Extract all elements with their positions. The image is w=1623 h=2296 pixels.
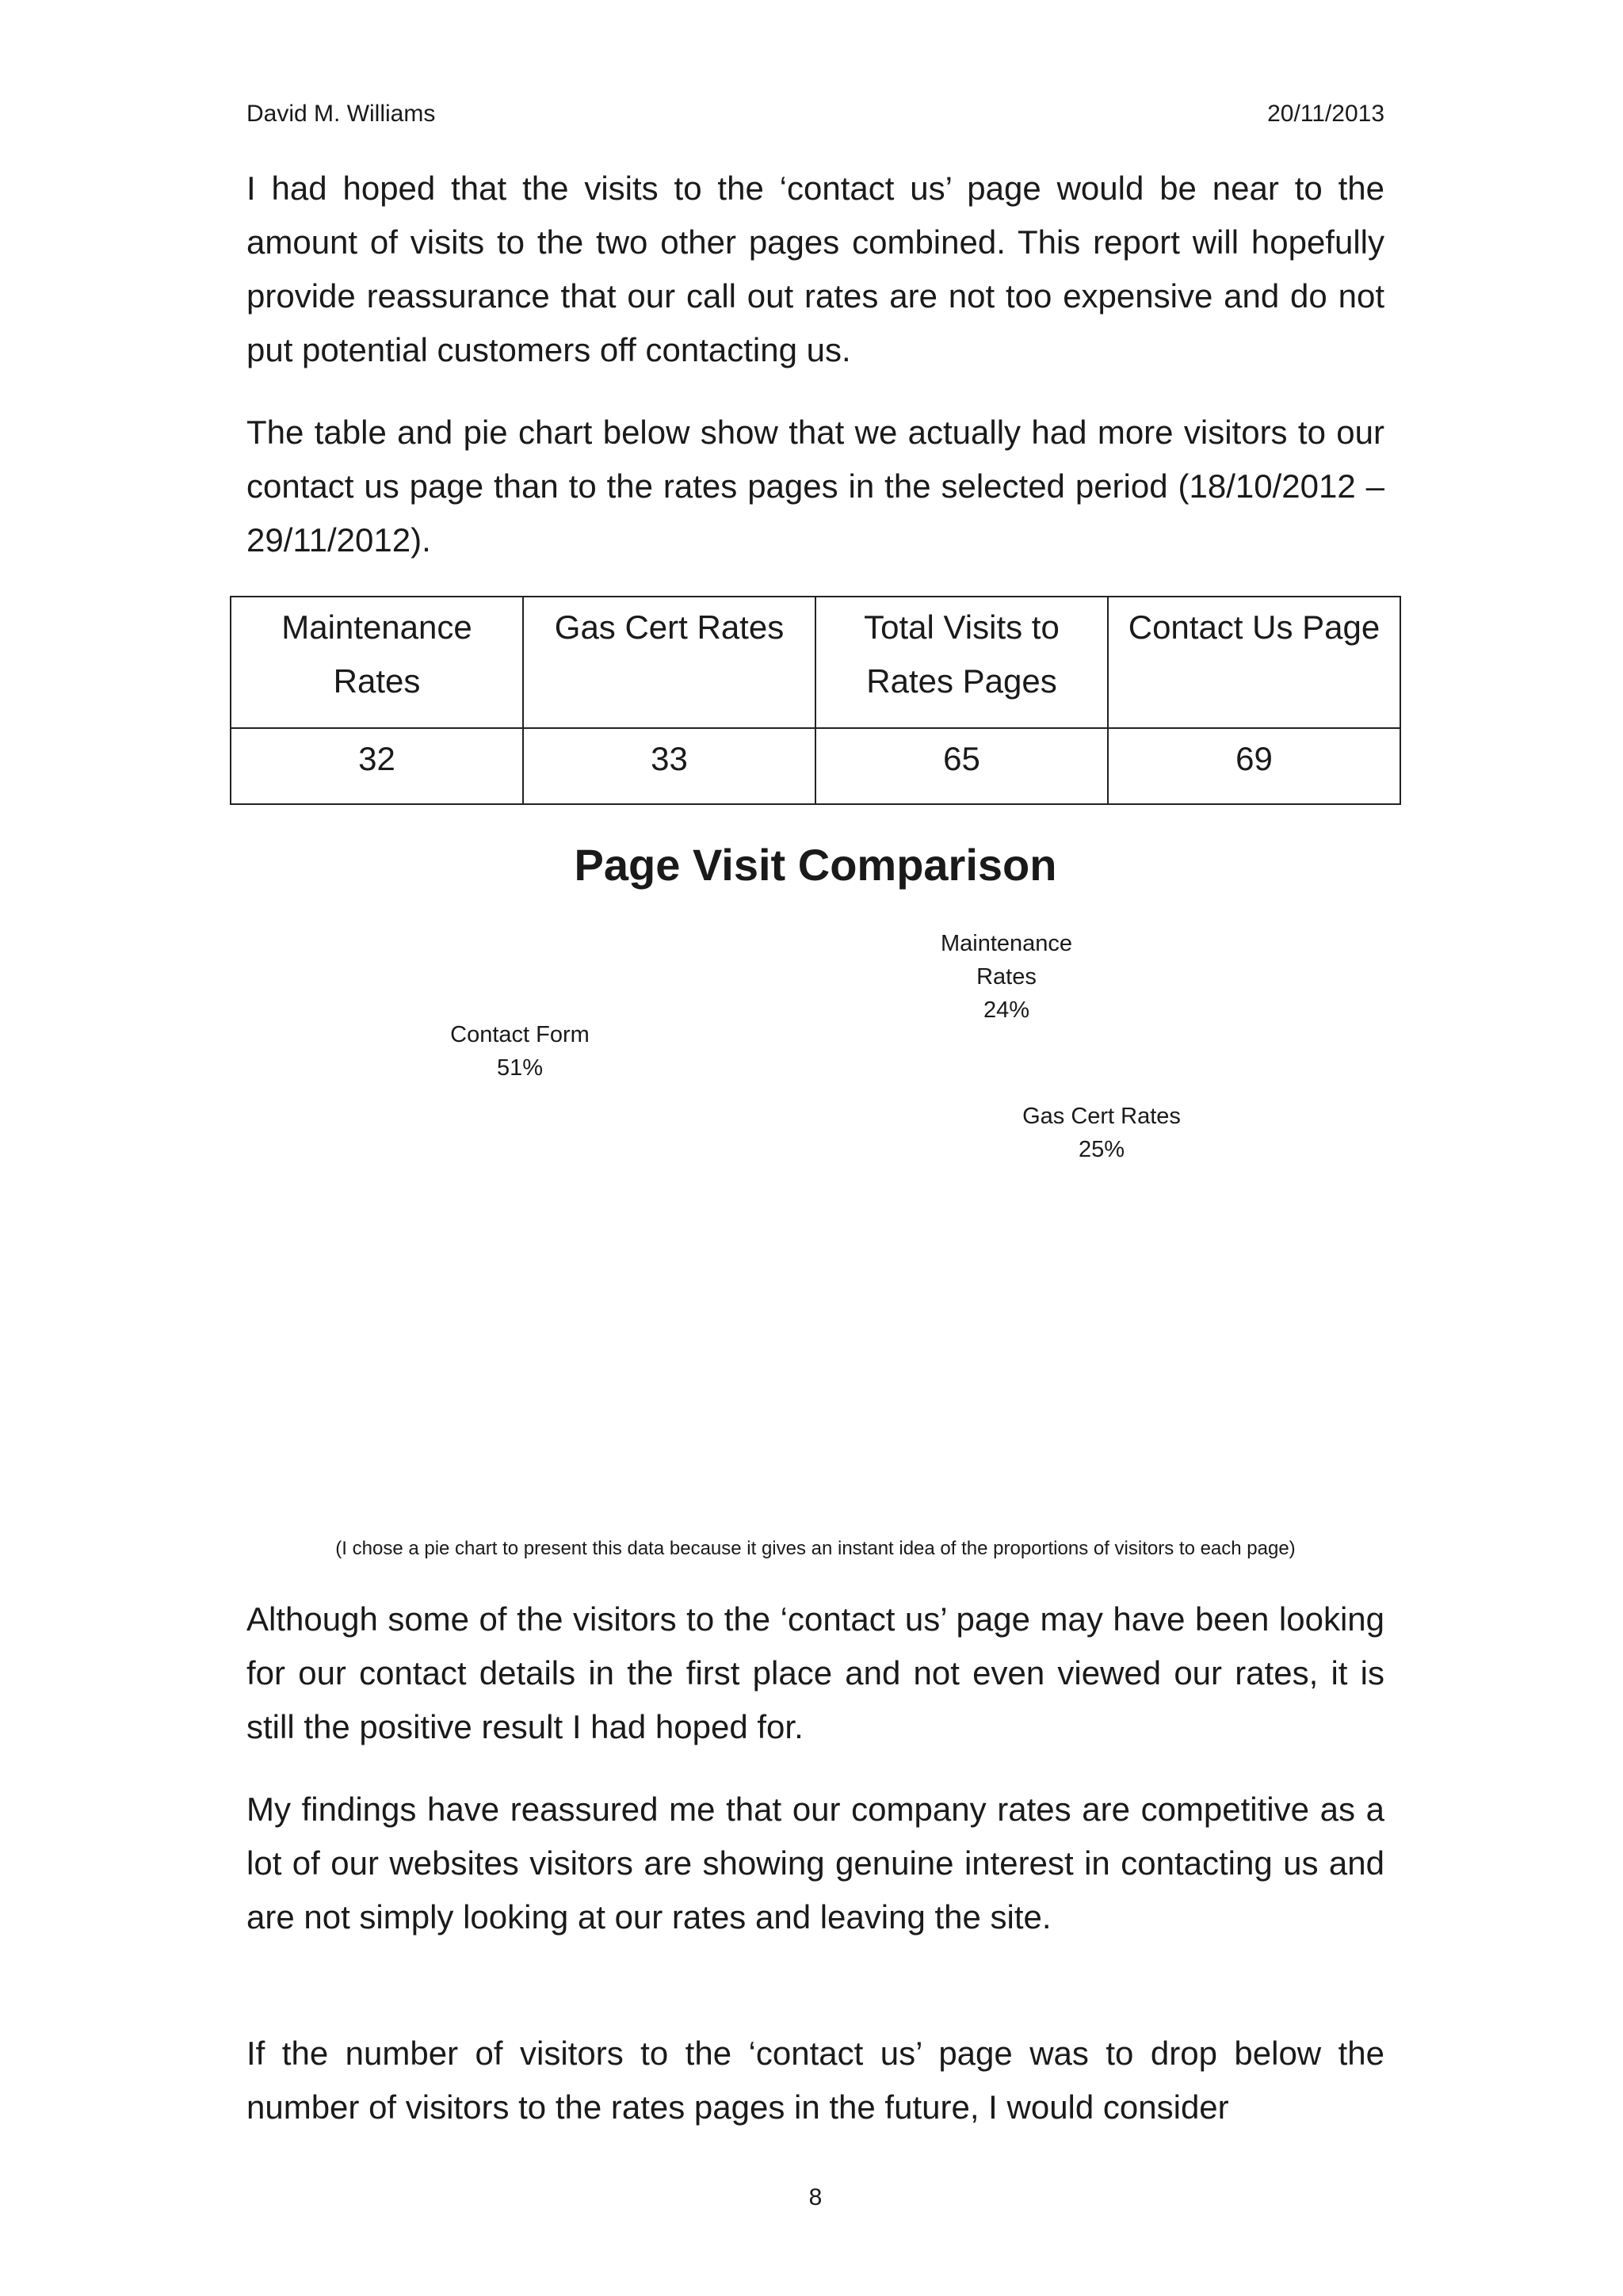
pie-percent-label: 51%	[496, 1055, 544, 1081]
pie-slice-label: Contact Form	[450, 1022, 590, 1047]
pie-percent-label: 24%	[983, 997, 1030, 1023]
visits-table	[230, 596, 1401, 805]
table-header-cell: Gas Cert Rates	[523, 597, 815, 728]
pie-slice-label: Gas Cert Rates	[1022, 1104, 1181, 1129]
chart-caption: (I chose a pie chart to present this data because it gives an instant idea of the proportions of visitors to each page)	[335, 1538, 1296, 1559]
pie-slice-label: Maintenance	[940, 931, 1073, 956]
paragraph-future: If the number of visitors to the ‘contact us’ page was to drop below the number of visitors to the rates pages in the future, I would consider	[246, 2035, 1384, 2126]
paragraph-analysis: Although some of the visitors to the ‘contact us’ page may have been looking for our contact details in the first place and not even viewed our rates, it is still the positive result I had hoped for.	[246, 1600, 1384, 1745]
table-header-cell: Total Visits to Rates Pages	[815, 597, 1108, 728]
table-header-cell: Contact Us Page	[1108, 597, 1400, 728]
paragraph-intro: I had hoped that the visits to the ‘contact us’ page would be near to the amount of visits to the two other pages combined. This report will hopefully provide reassurance that our call out rates are not too expensive and do not put potential customers off contacting us.	[246, 170, 1384, 368]
page-number: 8	[808, 2184, 823, 2210]
paragraph-table-intro: The table and pie chart below show that we actually had more visitors to our contact us page than to the rates pages in the selected period (18/10/2012 – 29/11/2012).	[246, 414, 1384, 559]
chart-title: Page Visit Comparison	[574, 840, 1057, 890]
table-header-row	[231, 597, 1400, 728]
pie-slice	[562, 903, 831, 1347]
pie-percent-label: 25%	[1078, 1137, 1125, 1162]
document-date: 20/11/2013	[1267, 101, 1384, 127]
table-cell: 32	[231, 728, 523, 804]
table-row	[231, 728, 1400, 804]
table-cell: 33	[523, 728, 815, 804]
table-cell: 69	[1108, 728, 1400, 804]
paragraph-findings: My findings have reassured me that our company rates are competitive as a lot of our websites visitors are showing genuine interest in contacting us and are not simply looking at our rates and leaving the site.	[246, 1791, 1384, 1936]
table-header-cell: Maintenance Rates	[231, 597, 523, 728]
page-header	[246, 98, 1384, 130]
pie-slice-label: Rates	[976, 964, 1037, 990]
pie-chart	[246, 903, 1384, 1521]
author-name: David M. Williams	[246, 101, 436, 127]
table-cell: 65	[815, 728, 1108, 804]
